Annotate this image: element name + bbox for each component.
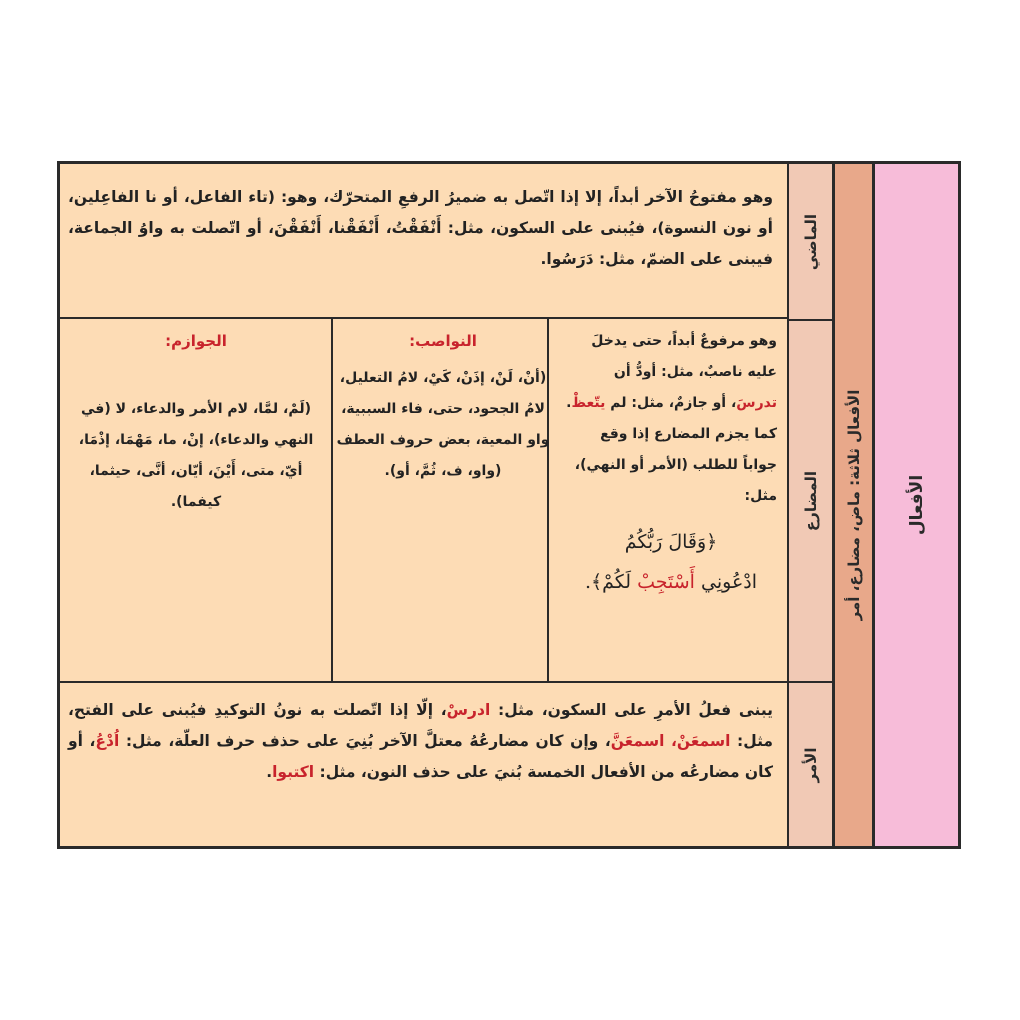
divider-nawasib-jawazim bbox=[331, 319, 333, 683]
type-cell-past bbox=[789, 164, 832, 319]
type-label-imperative: الأمر bbox=[801, 747, 820, 782]
main-label-column bbox=[872, 164, 958, 846]
past-description: وهو مفتوحُ الآخر أبداً، إلا إذا اتّصل به ضميرُ الرفعِ المتحرّك، وهو: (تاء الفاعل، أو نا الفاعِلين، أو نون النسوة)، فيُبنى على السكون، مثل: أَنْفَقْتُ، أَنْفَقْنا، أَنْفَقْنَ، أو اتّصلت به واوُ الجماعة، فيبنى على الضمّ، مثل: دَرَسُوا. bbox=[68, 188, 773, 268]
content-area bbox=[60, 164, 787, 846]
present-description: وهو مرفوعٌ أبداً، حتى يدخلَ عليه ناصبٌ، مثل: أودُّ أن تدرسَ، أو جازمٌ، مثل: لم يتّعظْ. كما يجزم المضارع إذا وقع جواباً للطلب (الأمر أو النهي)، مثل: ﴿وَقَالَ رَبُّكُمُ ادْعُونِي أَسْتَجِبْ لَكُمْ﴾. bbox=[565, 326, 777, 602]
nawasib-title: النواصب: bbox=[409, 332, 477, 350]
imperative-description: يبنى فعلُ الأمرِ على السكون، مثل: ادرسْ، إلّا إذا اتّصلت به نونُ التوكيدِ فيُبنى على الفتح، مثل: اسمعَنْ، اسمعَنَّ، وإن كان مضارعُهُ معتلَّ الآخر بُنِيَ على حذف حرف العلّة، مثل: اُدْعُ، أو كان مضارعُه من الأفعال الخمسة بُنيَ على حذف النون، مثل: اكتبوا. bbox=[68, 701, 774, 781]
main-label: الأفعال bbox=[906, 474, 927, 536]
divider-past bbox=[60, 317, 787, 319]
example-tadrus: تدرسَ bbox=[736, 395, 777, 411]
three-types-column bbox=[832, 164, 872, 846]
example-uktubu: اكتبوا bbox=[272, 763, 315, 781]
divider-imperative bbox=[60, 681, 787, 683]
jawazim-title: الجوازم: bbox=[165, 332, 227, 350]
jawazim-cell bbox=[66, 326, 326, 518]
three-types-label: الأفعال ثلاثة: ماض، مضارع، أمر bbox=[844, 389, 863, 621]
jawazim-list: (لَمْ، لمَّا، لام الأمر والدعاء، لا (في النهي والدعاء)، إنْ، ما، مَهْمَا، إذْمَا، أيّ، متى، أَيْنَ، أيّان، أنَّى، حيثما، كيفما). bbox=[78, 401, 314, 510]
type-cell-present bbox=[789, 319, 832, 683]
example-yattaez: يتّعظْ bbox=[571, 395, 606, 411]
nawasib-cell bbox=[336, 326, 550, 487]
verb-types-column bbox=[787, 164, 832, 846]
quran-verse: ﴿وَقَالَ رَبُّكُمُ ادْعُونِي أَسْتَجِبْ لَكُمْ﴾. bbox=[584, 531, 758, 593]
type-label-past: الماضي bbox=[801, 213, 820, 270]
example-udrus: ادرسْ bbox=[446, 701, 491, 719]
example-udu: اُدْعُ bbox=[95, 732, 120, 750]
verbs-table bbox=[57, 161, 961, 849]
type-label-present: المضارع bbox=[801, 470, 820, 532]
nawasib-list: (أنْ، لَنْ، إذَنْ، كَيْ، لامُ التعليل، لامُ الجحود، حتى، فاء السببية، واو المعية، بعض حروف العطف (واو، ف، ثُمَّ، أو). bbox=[336, 370, 550, 479]
example-ismaan: اسمعَنْ، اسمعَنَّ bbox=[610, 732, 731, 750]
type-cell-imperative bbox=[789, 683, 832, 846]
